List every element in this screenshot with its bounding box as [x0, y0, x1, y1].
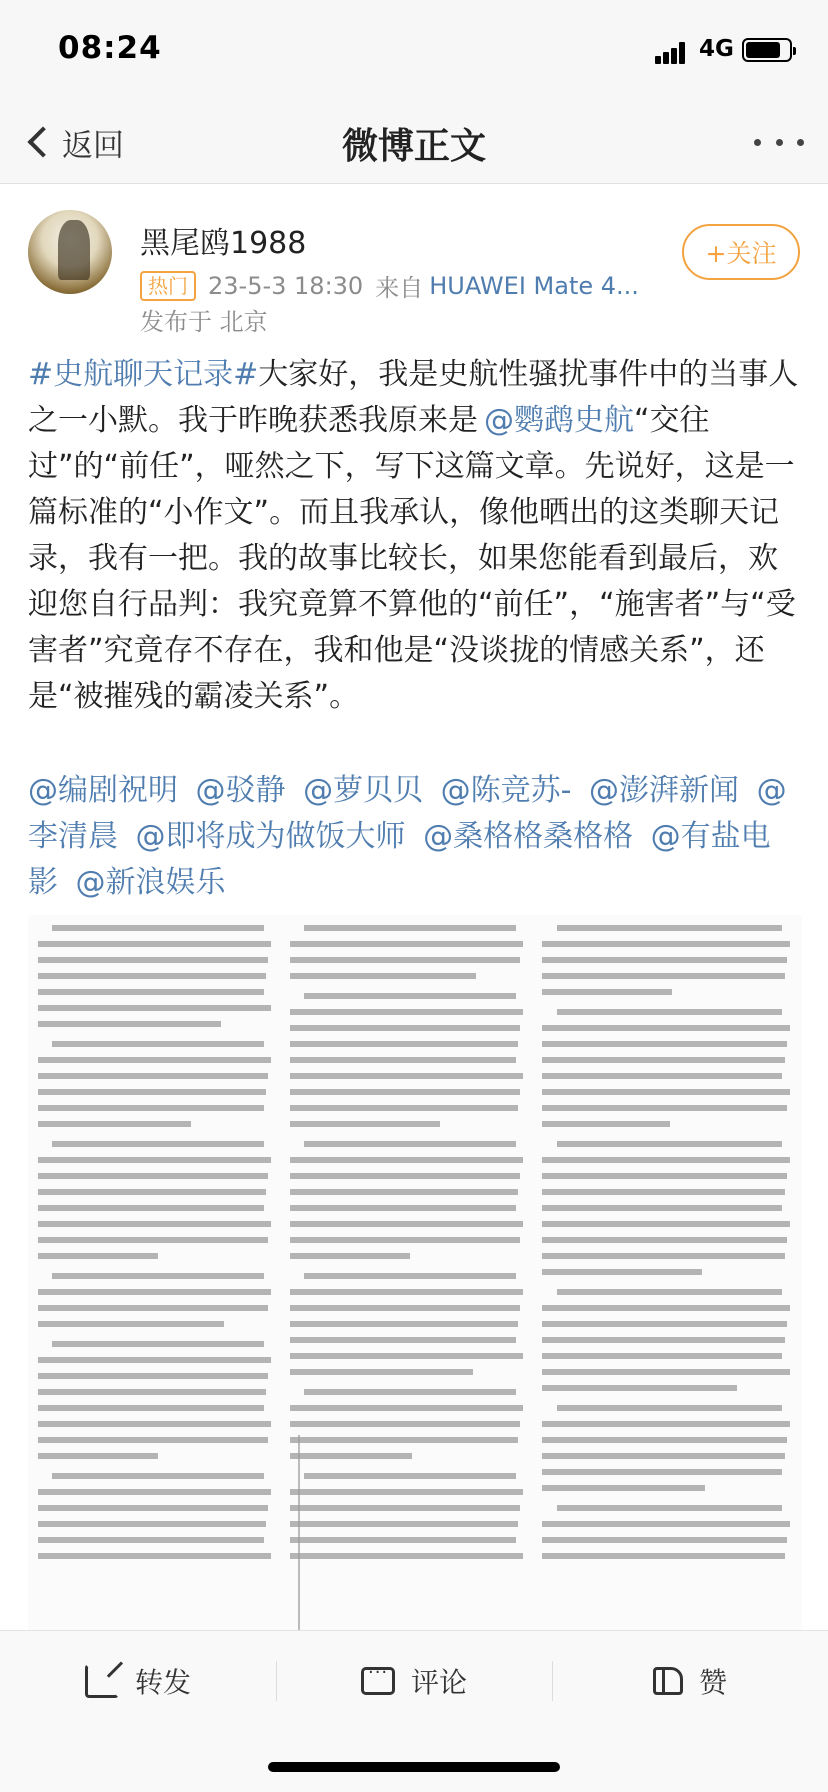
- follow-button[interactable]: +关注: [682, 224, 800, 280]
- article-line: [290, 1057, 516, 1063]
- comment-button[interactable]: [276, 1631, 552, 1730]
- article-paragraph: [38, 1341, 273, 1459]
- dot-icon: [797, 139, 804, 146]
- article-line: [542, 973, 785, 979]
- article-line: [52, 1273, 264, 1279]
- article-line: [542, 1537, 787, 1543]
- article-paragraph: [542, 1505, 792, 1559]
- article-line: [52, 1041, 264, 1047]
- article-line: [290, 1453, 412, 1459]
- article-line: [38, 1505, 268, 1511]
- article-line: [52, 1341, 264, 1347]
- article-paragraph: [542, 1141, 792, 1275]
- article-paragraph: [38, 1473, 273, 1559]
- article-line: [542, 1269, 702, 1275]
- article-line: [542, 1237, 787, 1243]
- post-meta: [140, 268, 639, 303]
- article-line: [38, 1405, 264, 1411]
- network-label: 4G: [699, 36, 734, 62]
- article-line: [542, 1221, 790, 1227]
- article-paragraph: [290, 1473, 525, 1559]
- article-line: [38, 1305, 268, 1311]
- article-line: [38, 1389, 266, 1395]
- article-line: [542, 1385, 737, 1391]
- article-line: [542, 1305, 790, 1311]
- article-line: [38, 1221, 271, 1227]
- article-line: [38, 1453, 158, 1459]
- article-line: [38, 1057, 271, 1063]
- source-link[interactable]: HUAWEI Mate 4...: [429, 271, 639, 300]
- article-line: [38, 1521, 266, 1527]
- mention-link[interactable]: @李清晨: [28, 773, 787, 854]
- source-prefix: 来自: [375, 274, 424, 302]
- article-line: [38, 1157, 271, 1163]
- article-line: [542, 1521, 790, 1527]
- article-line: [304, 925, 516, 931]
- article-line: [542, 1205, 782, 1211]
- article-line: [290, 1009, 523, 1015]
- article-line: [38, 1089, 266, 1095]
- article-line: [290, 973, 476, 979]
- article-line: [290, 1221, 523, 1227]
- article-line: [542, 1073, 782, 1079]
- article-line: [290, 1289, 523, 1295]
- article-line: [304, 1273, 516, 1279]
- article-line: [542, 1041, 787, 1047]
- article-paragraph: [290, 925, 525, 979]
- hot-badge: 热门: [140, 271, 196, 301]
- article-line: [290, 1337, 516, 1343]
- article-paragraph: [38, 1141, 273, 1259]
- article-line: [290, 1505, 520, 1511]
- article-line: [542, 957, 787, 963]
- article-line: [38, 941, 271, 947]
- article-line: [542, 1173, 787, 1179]
- thumbs-up-icon: [653, 1667, 683, 1695]
- page-title: 微博正文: [341, 126, 486, 167]
- battery-icon: [742, 38, 792, 62]
- mention-link[interactable]: @桑格格桑格格: [423, 819, 634, 854]
- article-line: [38, 957, 268, 963]
- article-line: [290, 1041, 518, 1047]
- article-line: [38, 1021, 221, 1027]
- article-line: [290, 1105, 518, 1111]
- article-line: [38, 989, 264, 995]
- article-line: [290, 1157, 523, 1163]
- article-line: [290, 1089, 520, 1095]
- article-line: [542, 1437, 787, 1443]
- article-line: [542, 1057, 785, 1063]
- article-line: [38, 1357, 271, 1363]
- article-line: [290, 957, 520, 963]
- mention-link[interactable]: @萝贝贝: [303, 773, 424, 808]
- article-line: [557, 1505, 782, 1511]
- like-label: 赞: [698, 1665, 727, 1699]
- post-image[interactable]: [28, 915, 802, 1635]
- status-bar: [0, 0, 828, 100]
- article-paragraph: [290, 1389, 525, 1459]
- article-line: [542, 941, 790, 947]
- article-line: [38, 1489, 271, 1495]
- article-line: [542, 1253, 785, 1259]
- mention-link[interactable]: @即将成为做饭大师: [135, 819, 406, 854]
- post-body-2: “交往过”的“前任”，哑然之下，写下这篇文章。先说好，这是一篇标准的“小作文”。而且我承认，像他晒出的这类聊天记录，我有一把。我的故事比较长，如果您能看到最后，欢迎您自行品判：我究竟算不算他的“前任”，“施害者”与“受害者”究竟存不存在，我和他是“没谈拢的情感关系”，还是“被摧残的霸凌关系”。: [28, 403, 796, 714]
- article-line: [557, 1141, 782, 1147]
- article-line: [290, 1253, 410, 1259]
- article-line: [290, 1121, 440, 1127]
- article-paragraph: [542, 1009, 792, 1127]
- article-line: [290, 1437, 518, 1443]
- hashtag-link[interactable]: #史航聊天记录#: [28, 357, 259, 392]
- article-line: [52, 1141, 264, 1147]
- post-body-1: 大家好，我是史航性骚扰事件中的当事人之一小默。我于昨晚获悉我原来是: [28, 357, 799, 438]
- article-line: [290, 1369, 473, 1375]
- mention-link[interactable]: @编剧祝明: [28, 773, 178, 808]
- article-line: [542, 1469, 782, 1475]
- article-line: [290, 1353, 523, 1359]
- article-line: [38, 1373, 268, 1379]
- article-line: [38, 1205, 264, 1211]
- post-location: 发布于 北京: [140, 308, 268, 336]
- article-line: [38, 1421, 271, 1427]
- post-time: 23-5-3 18:30: [208, 271, 364, 300]
- mention-link[interactable]: @驳静: [195, 773, 286, 808]
- article-line: [290, 1321, 518, 1327]
- article-line: [38, 973, 266, 979]
- author-header: [0, 190, 828, 340]
- article-line: [38, 1005, 271, 1011]
- article-column: [290, 925, 525, 1573]
- article-paragraph: [290, 993, 525, 1127]
- article-line: [52, 1473, 264, 1479]
- article-line: [290, 1405, 523, 1411]
- article-paragraph: [290, 1141, 525, 1259]
- article-line: [542, 1025, 790, 1031]
- signal-icon: [655, 42, 693, 64]
- article-line: [542, 1421, 790, 1427]
- home-indicator: [268, 1762, 560, 1772]
- back-label: 返回: [62, 127, 124, 164]
- share-button[interactable]: [0, 1631, 276, 1730]
- more-options-button[interactable]: [754, 130, 804, 154]
- article-line: [542, 1369, 790, 1375]
- mention-list: [28, 768, 802, 906]
- article-column: [542, 925, 792, 1573]
- article-paragraph: [542, 925, 792, 995]
- article-line: [290, 1205, 516, 1211]
- article-line: [304, 993, 516, 999]
- article-line: [38, 1253, 158, 1259]
- mention-link[interactable]: @新浪娱乐: [75, 865, 226, 900]
- article-line: [38, 1321, 224, 1327]
- article-line: [542, 1337, 785, 1343]
- nav-bar: [0, 100, 828, 184]
- article-line: [38, 1537, 264, 1543]
- article-line: [290, 1489, 523, 1495]
- article-line: [542, 1321, 787, 1327]
- article-line: [38, 1437, 268, 1443]
- article-line: [38, 1189, 266, 1195]
- article-line: [542, 1121, 670, 1127]
- article-paragraph: [542, 1289, 792, 1391]
- article-line: [542, 1189, 785, 1195]
- article-paragraph: [38, 1041, 273, 1127]
- article-line: [304, 1141, 516, 1147]
- like-button[interactable]: [552, 1631, 828, 1730]
- article-line: [542, 989, 672, 995]
- share-label: 转发: [134, 1665, 191, 1699]
- article-line: [290, 1421, 520, 1427]
- article-line: [542, 1353, 782, 1359]
- article-line: [38, 1121, 191, 1127]
- article-line: [38, 1073, 268, 1079]
- article-line: [542, 1485, 705, 1491]
- mention-link[interactable]: @澎湃新闻: [589, 773, 740, 808]
- article-line: [290, 1073, 523, 1079]
- article-line: [290, 1521, 518, 1527]
- mention-link[interactable]: @鹦鹉史航: [484, 403, 634, 438]
- article-line: [290, 1173, 520, 1179]
- article-line: [38, 1173, 268, 1179]
- article-line: [38, 1105, 264, 1111]
- article-line: [38, 1289, 271, 1295]
- article-line: [542, 1453, 785, 1459]
- article-line: [304, 1389, 516, 1395]
- article-line: [542, 1157, 790, 1163]
- article-paragraph: [290, 1273, 525, 1375]
- article-line: [557, 1009, 782, 1015]
- bottom-background: [0, 1730, 828, 1792]
- article-line: [542, 1105, 787, 1111]
- article-line: [557, 1289, 782, 1295]
- author-name[interactable]: 黑尾鸥1988: [140, 226, 307, 261]
- article-line: [290, 1537, 516, 1543]
- article-line: [38, 1553, 271, 1559]
- share-icon: [85, 1664, 119, 1698]
- article-line: [290, 1305, 520, 1311]
- article-line: [542, 1553, 785, 1559]
- post-text: [28, 352, 802, 720]
- dot-icon: [754, 139, 761, 146]
- article-line: [290, 1189, 518, 1195]
- status-time: 08:24: [58, 30, 162, 66]
- mention-link[interactable]: @有盐电影: [28, 819, 771, 900]
- article-line: [557, 925, 782, 931]
- article-line: [557, 1405, 782, 1411]
- article-line: [290, 1553, 523, 1559]
- avatar[interactable]: [28, 210, 112, 294]
- article-line: [290, 941, 523, 947]
- comment-label: 评论: [410, 1665, 467, 1699]
- article-line: [52, 925, 264, 931]
- article-column: [38, 925, 273, 1573]
- mention-link[interactable]: @陈竞苏-: [440, 773, 572, 808]
- comment-icon: [361, 1667, 395, 1695]
- article-line: [38, 1237, 268, 1243]
- article-paragraph: [38, 925, 273, 1027]
- article-paragraph: [38, 1273, 273, 1327]
- article-line: [290, 1025, 520, 1031]
- action-toolbar: [0, 1630, 828, 1730]
- article-line: [290, 1237, 520, 1243]
- article-line: [304, 1473, 516, 1479]
- article-paragraph: [542, 1405, 792, 1491]
- article-line: [542, 1089, 790, 1095]
- dot-icon: [776, 139, 783, 146]
